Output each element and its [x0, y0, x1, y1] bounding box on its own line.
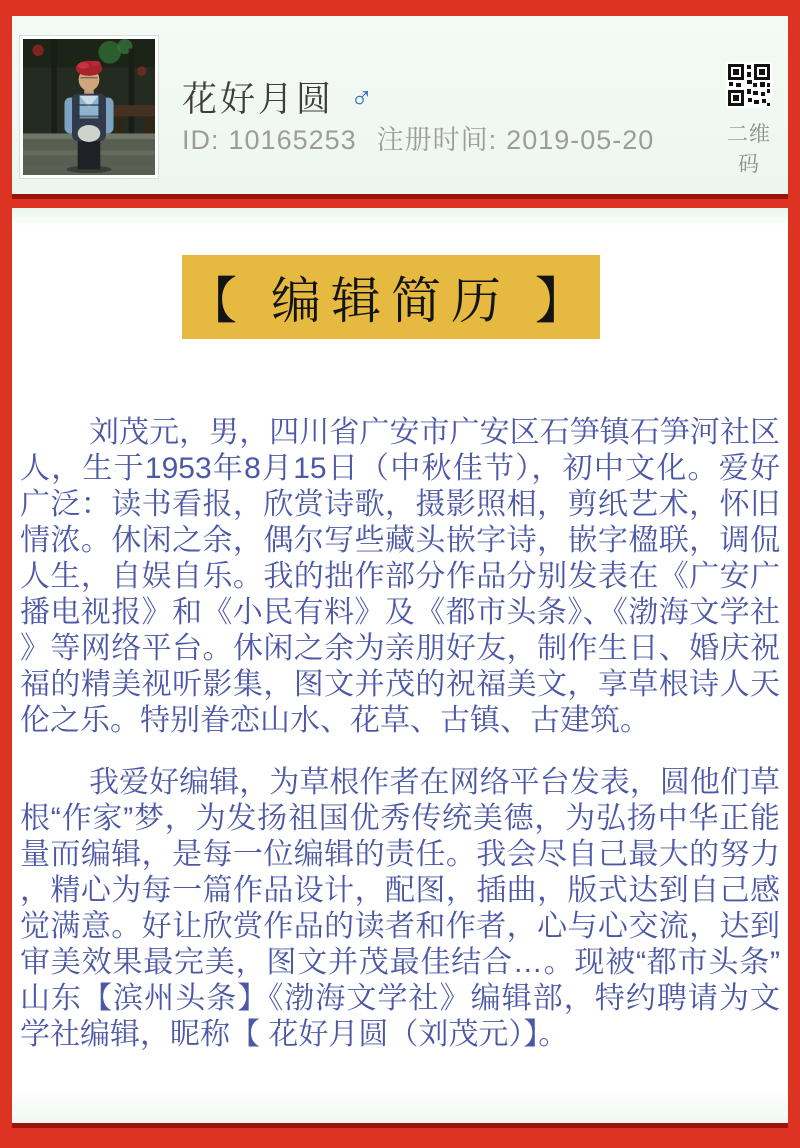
registration-label: 注册时间: — [376, 125, 498, 155]
avatar[interactable] — [20, 36, 158, 178]
qr-code-icon[interactable] — [726, 62, 772, 108]
profile-header-card — [12, 16, 788, 194]
bio-card — [12, 208, 788, 1123]
bio-paragraph-2: 我爱好编辑，为草根作者在网络平台发表，圆他们草根“作家”梦，为发扬祖国优秀传统美德，为弘扬中华正能量而编辑，是每一位编辑的责任。我会尽自己最大的努力，精心为每一篇作品设计，配图，插曲，版式达到自己感觉满意。好让欣赏作品的读者和作者，心与心交流，达到审美效果最完美，图文并茂最佳结合…。现被“都市头条”山东【滨州头条】《渤海文学社》编辑部，特约聘请为文学社编辑，昵称【 花好月圆（刘茂元）】。 — [20, 766, 780, 1051]
name-row — [182, 72, 373, 122]
male-gender-icon: ♂ — [350, 79, 374, 114]
id-value: 10165253 — [228, 125, 357, 155]
qr-code-image — [726, 62, 772, 108]
bio-text — [20, 415, 780, 1053]
qr-block — [718, 62, 780, 178]
meta-row — [182, 118, 654, 157]
qr-label: 二维码 — [727, 123, 771, 176]
section-title: 【 编辑简历 】 — [187, 273, 595, 329]
registration-date: 2019-05-20 — [506, 125, 655, 155]
avatar-photo-icon — [23, 39, 155, 175]
id-label: ID: — [182, 125, 220, 155]
username: 花好月圆 — [182, 80, 335, 119]
section-title-banner — [182, 255, 600, 339]
bio-paragraph-1: 刘茂元，男，四川省广安市广安区石笋镇石笋河社区人，生于1953年8月15日（中秋佳节），初中文化。爱好广泛：读书看报，欣赏诗歌，摄影照相，剪纸艺术，怀旧情浓。休闲之余，偶尔写些藏头嵌字诗，嵌字楹联，调侃人生，自娱自乐。我的拙作部分作品分别发表在《广安广播电视报》和《小民有料》及《都市头条》、《渤海文学社》等网络平台。休闲之余为亲朋好友，制作生日、婚庆祝福的精美视听影集，图文并茂的祝福美文，享草根诗人天伦之乐。特别眷恋山水、花草、古镇、古建筑。 — [20, 416, 780, 737]
